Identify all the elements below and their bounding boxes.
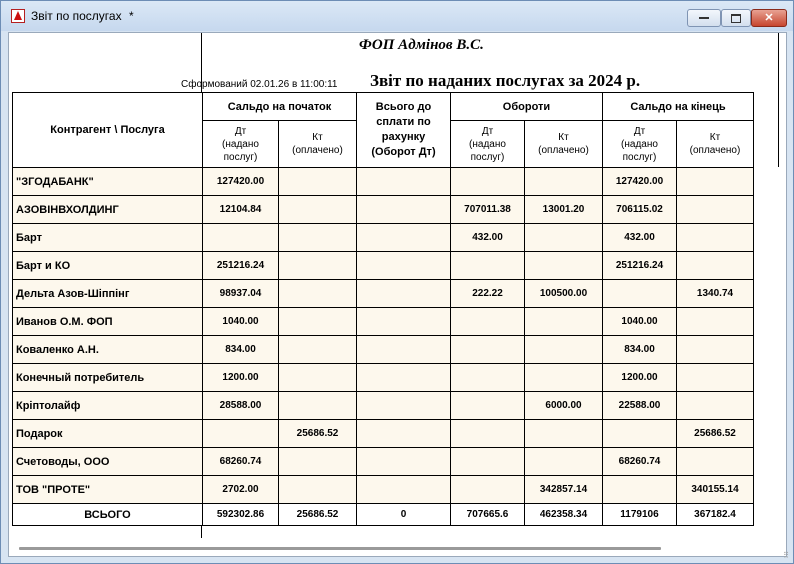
table-row <box>13 224 754 252</box>
counterparty-cell: "ЗГОДАБАНК" <box>13 168 203 196</box>
generated-timestamp: Сформований 02.01.26 в 11:00:11 <box>181 79 338 90</box>
cell-turn-dt <box>451 364 525 392</box>
cell-total <box>357 280 451 308</box>
close-button[interactable] <box>751 9 787 27</box>
total-turn-dt: 707665.6 <box>451 504 525 526</box>
header-turn-dt <box>451 121 525 168</box>
header-opening-balance: Сальдо на початок <box>203 93 357 121</box>
cell-turn-dt <box>451 336 525 364</box>
cell-open-dt: 98937.04 <box>203 280 279 308</box>
counterparty-cell: ТОВ "ПРОТЕ" <box>13 476 203 504</box>
table-row <box>13 336 754 364</box>
cell-close-kt <box>677 392 754 420</box>
cell-close-dt: 127420.00 <box>603 168 677 196</box>
counterparty-cell: Барт <box>13 224 203 252</box>
cell-open-kt <box>279 280 357 308</box>
header-dt-label: Дт <box>481 125 494 137</box>
cell-open-kt <box>279 196 357 224</box>
cell-turn-kt <box>525 364 603 392</box>
header-dt-sub: (надано <box>621 138 658 150</box>
cell-close-dt: 834.00 <box>603 336 677 364</box>
cell-turn-kt <box>525 168 603 196</box>
header-dt-sub: послуг) <box>223 151 258 163</box>
cell-close-dt <box>603 280 677 308</box>
page-right-line <box>778 33 779 167</box>
cell-open-kt: 25686.52 <box>279 420 357 448</box>
cell-turn-kt <box>525 448 603 476</box>
cell-open-dt: 1200.00 <box>203 364 279 392</box>
cell-total <box>357 308 451 336</box>
cell-turn-kt <box>525 224 603 252</box>
header-dt-sub: (надано <box>469 138 506 150</box>
cell-open-dt: 1040.00 <box>203 308 279 336</box>
table-row <box>13 252 754 280</box>
title-bar[interactable] <box>1 1 793 31</box>
cell-turn-kt: 100500.00 <box>525 280 603 308</box>
cell-open-dt: 12104.84 <box>203 196 279 224</box>
cell-close-dt: 432.00 <box>603 224 677 252</box>
close-icon: ✕ <box>764 12 774 24</box>
cell-open-kt <box>279 392 357 420</box>
cell-total <box>357 392 451 420</box>
window-title: Звіт по послугах <box>31 9 122 23</box>
header-kt-sub: (оплачено) <box>292 145 343 156</box>
cell-close-kt <box>677 336 754 364</box>
cell-turn-kt: 6000.00 <box>525 392 603 420</box>
header-kt-sub: (оплачено) <box>689 145 741 156</box>
total-turn-kt: 462358.34 <box>525 504 603 526</box>
cell-close-kt: 1340.74 <box>677 280 754 308</box>
minimize-button[interactable] <box>687 9 721 27</box>
cell-open-kt <box>279 364 357 392</box>
cell-open-kt <box>279 476 357 504</box>
header-turnover: Обороти <box>451 93 603 121</box>
totals-row <box>13 504 754 526</box>
cell-close-kt <box>677 252 754 280</box>
header-close-kt <box>677 121 754 168</box>
minimize-icon <box>699 17 709 19</box>
cell-turn-dt <box>451 392 525 420</box>
cell-open-dt: 28588.00 <box>203 392 279 420</box>
table-row <box>13 280 754 308</box>
header-open-dt <box>203 121 279 168</box>
header-close-dt <box>603 121 677 168</box>
cell-turn-dt: 432.00 <box>451 224 525 252</box>
table-row <box>13 448 754 476</box>
cell-open-dt: 68260.74 <box>203 448 279 476</box>
cell-total <box>357 336 451 364</box>
cell-turn-dt <box>451 168 525 196</box>
header-total-due <box>357 93 451 168</box>
header-closing-balance: Сальдо на кінець <box>603 93 754 121</box>
maximize-icon <box>731 14 741 23</box>
cell-open-dt: 2702.00 <box>203 476 279 504</box>
resize-grip[interactable]: ⠿ <box>783 551 789 560</box>
cell-total <box>357 476 451 504</box>
report-area <box>8 32 787 557</box>
cell-total <box>357 420 451 448</box>
table-row <box>13 420 754 448</box>
cell-open-dt: 127420.00 <box>203 168 279 196</box>
cell-open-kt <box>279 336 357 364</box>
header-dt-sub: послуг) <box>622 151 657 163</box>
cell-open-dt: 834.00 <box>203 336 279 364</box>
cell-total <box>357 168 451 196</box>
header-total-due-line: Всього до <box>375 101 432 113</box>
report-table <box>12 92 754 526</box>
total-due: 0 <box>357 504 451 526</box>
header-total-due-line: (Оборот Дт) <box>371 146 436 158</box>
cell-close-kt <box>677 196 754 224</box>
cell-open-kt <box>279 224 357 252</box>
cell-turn-kt <box>525 308 603 336</box>
total-open-kt: 25686.52 <box>279 504 357 526</box>
cell-close-dt <box>603 476 677 504</box>
cell-close-kt <box>677 168 754 196</box>
header-dt-sub: (надано <box>222 138 259 150</box>
header-counterparty: Контрагент \ Послуга <box>13 93 203 168</box>
header-dt-label: Дт <box>633 125 646 137</box>
cell-open-kt <box>279 448 357 476</box>
cell-turn-dt <box>451 252 525 280</box>
horizontal-scrollbar[interactable] <box>19 547 661 550</box>
total-open-dt: 592302.86 <box>203 504 279 526</box>
totals-label: ВСЬОГО <box>13 504 203 526</box>
cell-close-dt <box>603 420 677 448</box>
table-row <box>13 168 754 196</box>
cell-total <box>357 196 451 224</box>
counterparty-cell: АЗОВІНВХОЛДИНГ <box>13 196 203 224</box>
header-kt-label: Кт <box>558 132 569 143</box>
cell-turn-dt <box>451 476 525 504</box>
counterparty-cell: Конечный потребитель <box>13 364 203 392</box>
cell-close-kt <box>677 364 754 392</box>
cell-open-dt <box>203 224 279 252</box>
app-icon <box>11 9 25 23</box>
header-kt-label: Кт <box>312 132 323 143</box>
counterparty-cell: Иванов О.М. ФОП <box>13 308 203 336</box>
table-row <box>13 364 754 392</box>
cell-turn-kt <box>525 420 603 448</box>
table-row <box>13 196 754 224</box>
cell-close-kt <box>677 224 754 252</box>
table-row <box>13 308 754 336</box>
modified-indicator: * <box>129 9 134 23</box>
cell-turn-dt <box>451 308 525 336</box>
cell-open-kt <box>279 252 357 280</box>
header-dt-label: Дт <box>234 125 247 137</box>
header-turn-kt <box>525 121 603 168</box>
header-kt-sub: (оплачено) <box>538 145 589 156</box>
cell-close-dt: 1040.00 <box>603 308 677 336</box>
header-open-kt <box>279 121 357 168</box>
cell-open-kt <box>279 168 357 196</box>
cell-total <box>357 364 451 392</box>
header-kt-label: Кт <box>709 132 721 143</box>
table-row <box>13 392 754 420</box>
cell-total <box>357 252 451 280</box>
counterparty-cell: Счетоводы, ООО <box>13 448 203 476</box>
cell-close-dt: 68260.74 <box>603 448 677 476</box>
cell-close-kt: 25686.52 <box>677 420 754 448</box>
cell-total <box>357 448 451 476</box>
cell-close-kt: 340155.14 <box>677 476 754 504</box>
cell-turn-kt <box>525 336 603 364</box>
counterparty-cell: Кріптолайф <box>13 392 203 420</box>
cell-turn-dt <box>451 420 525 448</box>
header-total-due-line: рахунку <box>381 131 426 143</box>
cell-turn-kt: 342857.14 <box>525 476 603 504</box>
cell-open-kt <box>279 308 357 336</box>
cell-turn-kt <box>525 252 603 280</box>
company-name: ФОП Адмінов В.С. <box>359 37 484 53</box>
cell-close-kt <box>677 448 754 476</box>
counterparty-cell: Барт и КО <box>13 252 203 280</box>
header-dt-sub: послуг) <box>470 151 505 163</box>
cell-turn-dt: 707011.38 <box>451 196 525 224</box>
cell-close-dt: 251216.24 <box>603 252 677 280</box>
cell-total <box>357 224 451 252</box>
counterparty-cell: Подарок <box>13 420 203 448</box>
maximize-button[interactable] <box>721 9 751 27</box>
cell-close-dt: 22588.00 <box>603 392 677 420</box>
header-total-due-line: сплати по <box>376 116 431 128</box>
report-title: Звіт по наданих послугах за 2024 р. <box>370 71 641 90</box>
cell-open-dt: 251216.24 <box>203 252 279 280</box>
cell-turn-kt: 13001.20 <box>525 196 603 224</box>
counterparty-cell: Дельта Азов-Шіппінг <box>13 280 203 308</box>
counterparty-cell: Коваленко А.Н. <box>13 336 203 364</box>
cell-close-kt <box>677 308 754 336</box>
total-close-dt: 1179106 <box>603 504 677 526</box>
cell-turn-dt: 222.22 <box>451 280 525 308</box>
cell-close-dt: 1200.00 <box>603 364 677 392</box>
cell-turn-dt <box>451 448 525 476</box>
cell-open-dt <box>203 420 279 448</box>
total-close-kt: 367182.4 <box>677 504 754 526</box>
cell-close-dt: 706115.02 <box>603 196 677 224</box>
table-row <box>13 476 754 504</box>
